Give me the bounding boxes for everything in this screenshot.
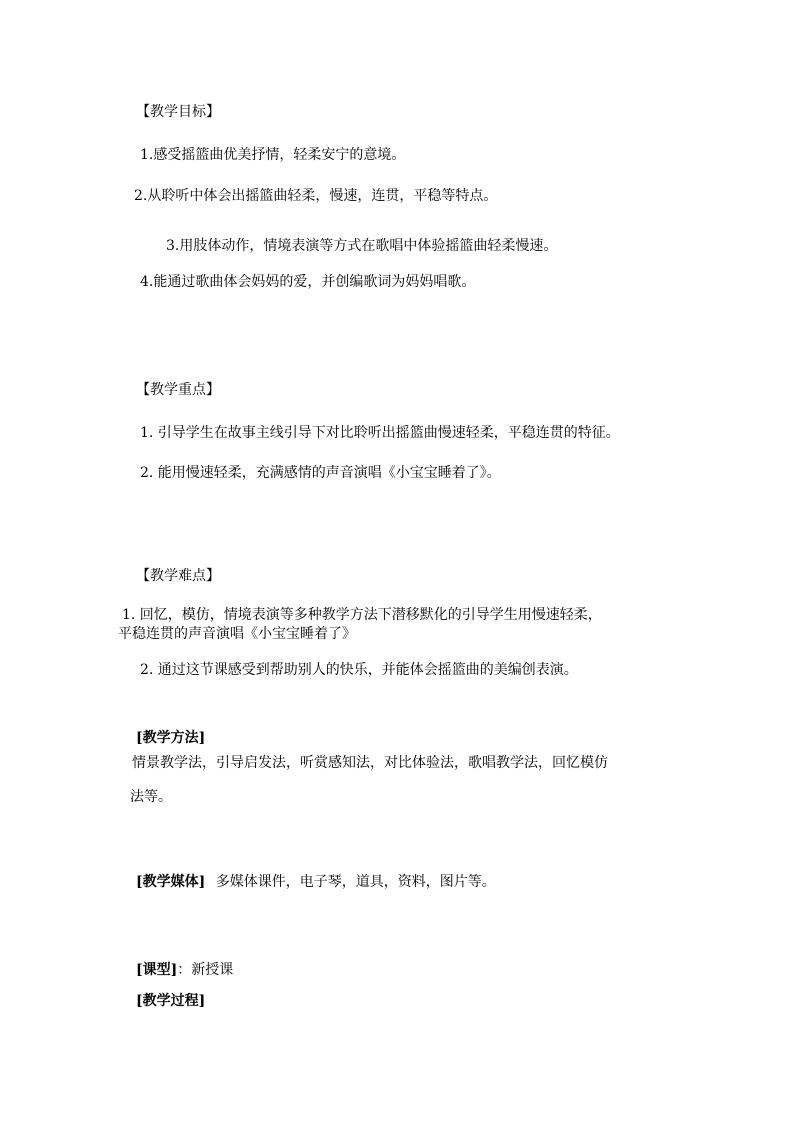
methods-text-line-1: 情景教学法，引导启发法，听赏感知法，对比体验法，歌唱教学法，回忆模仿 xyxy=(132,755,608,771)
objective-item-1: 1.感受摇篮曲优美抒情，轻柔安宁的意境。 xyxy=(140,147,406,163)
lesson-type-text: ：新授课 xyxy=(177,962,234,978)
objective-item-4: 4.能通过歌曲体会妈妈的爱，并创编歌词为妈妈唱歌。 xyxy=(140,274,476,290)
difficulty-item-1-line-2: 平稳连贯的声音演唱《小宝宝睡着了》 xyxy=(118,626,356,642)
objectives-heading: 【教学目标】 xyxy=(136,104,220,120)
key-point-item-2: 2. 能用慢速轻柔，充满感情的声音演唱《小宝宝睡着了》。 xyxy=(140,465,501,481)
lesson-type-heading: [课型] xyxy=(136,962,178,978)
objective-item-2: 2.从聆听中体会出摇篮曲轻柔，慢速，连贯，平稳等特点。 xyxy=(134,188,498,204)
lesson-type-row xyxy=(136,960,233,980)
media-text: 多媒体课件，电子琴，道具，资料，图片等。 xyxy=(215,874,496,890)
methods-text-line-2: 法等。 xyxy=(130,789,172,805)
objective-item-3: 3.用肢体动作，情境表演等方式在歌唱中体验摇篮曲轻柔慢速。 xyxy=(166,238,558,254)
difficulties-heading: 【教学难点】 xyxy=(136,568,220,584)
key-points-heading: 【教学重点】 xyxy=(136,382,220,398)
media-heading: [教学媒体] xyxy=(136,874,206,890)
difficulty-item-2: 2. 通过这节课感受到帮助别人的快乐，并能体会摇篮曲的美编创表演。 xyxy=(140,662,578,678)
key-point-item-1: 1. 引导学生在故事主线引导下对比聆听出摇篮曲慢速轻柔，平稳连贯的特征。 xyxy=(140,425,620,441)
process-heading: [教学过程] xyxy=(136,993,206,1009)
methods-heading: [教学方法] xyxy=(136,730,206,746)
difficulty-item-1-line-1: 1. 回忆，模仿，情境表演等多种教学方法下潜移默化的引导学生用慢速轻柔， xyxy=(122,607,602,623)
media-row xyxy=(136,872,496,892)
